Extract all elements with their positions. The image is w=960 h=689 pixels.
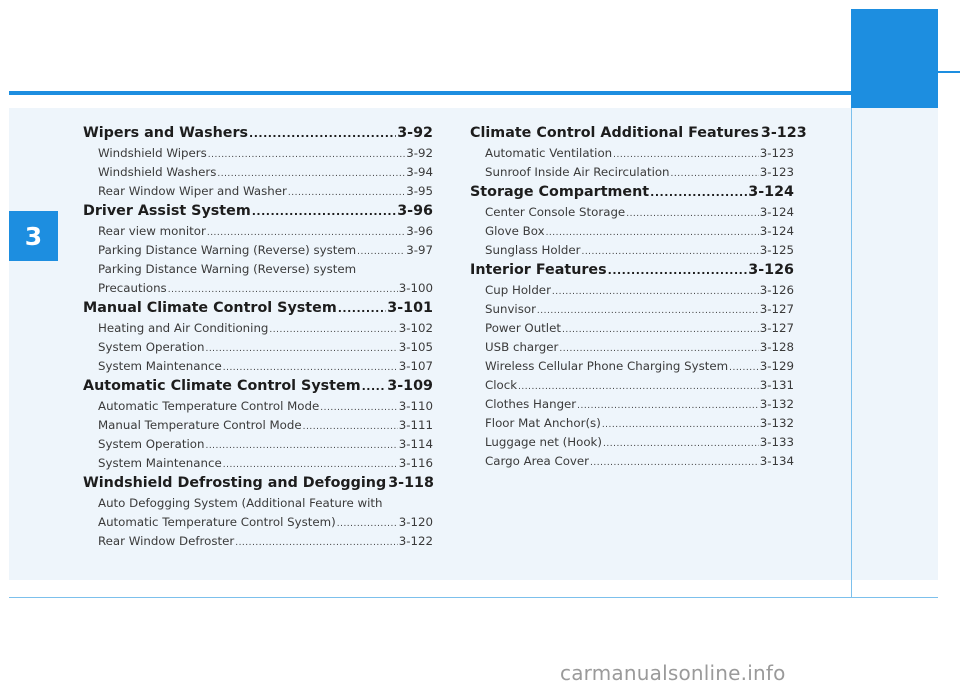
item-page: 3-111 bbox=[398, 418, 433, 432]
toc-item[interactable] bbox=[83, 416, 433, 435]
item-title: System Operation bbox=[98, 340, 205, 354]
toc-section[interactable] bbox=[83, 201, 433, 222]
item-page: 3-129 bbox=[759, 359, 794, 373]
item-title: Rear Window Wiper and Washer bbox=[98, 184, 287, 198]
item-page: 3-132 bbox=[759, 416, 794, 430]
item-title: Floor Mat Anchor(s) bbox=[485, 416, 601, 430]
toc-section[interactable] bbox=[470, 260, 794, 281]
toc-item[interactable] bbox=[470, 203, 794, 222]
item-page: 3-127 bbox=[759, 321, 794, 335]
toc-section[interactable] bbox=[83, 298, 433, 319]
item-title: USB charger bbox=[485, 340, 559, 354]
item-title: Automatic Temperature Control System) bbox=[98, 515, 336, 529]
toc-item[interactable] bbox=[470, 281, 794, 300]
item-page: 3-114 bbox=[398, 437, 433, 451]
item-page: 3-97 bbox=[406, 243, 433, 257]
section-page: 3-126 bbox=[748, 262, 794, 278]
item-title: Luggage net (Hook) bbox=[485, 435, 602, 449]
section-page: 3-96 bbox=[397, 203, 433, 219]
item-page: 3-127 bbox=[759, 302, 794, 316]
corner-tab bbox=[851, 9, 938, 108]
toc-item[interactable] bbox=[83, 319, 433, 338]
toc-section[interactable] bbox=[470, 123, 807, 144]
section-page: 3-109 bbox=[387, 378, 433, 394]
toc-item[interactable] bbox=[470, 395, 794, 414]
item-page: 3-125 bbox=[759, 243, 794, 257]
item-page: 3-124 bbox=[759, 224, 794, 238]
toc-item[interactable] bbox=[470, 433, 794, 452]
item-page: 3-92 bbox=[406, 146, 433, 160]
item-page: 3-94 bbox=[406, 165, 433, 179]
item-title: Parking Distance Warning (Reverse) system bbox=[98, 243, 357, 257]
toc-item[interactable] bbox=[470, 163, 794, 182]
toc-item[interactable] bbox=[470, 414, 794, 433]
section-page: 3-92 bbox=[397, 125, 433, 141]
toc-item[interactable] bbox=[83, 279, 433, 298]
toc-item-wrapped-line[interactable]: Auto Defogging System (Additional Feature with bbox=[98, 496, 383, 510]
item-title: Cargo Area Cover bbox=[485, 454, 590, 468]
toc-item[interactable] bbox=[470, 338, 794, 357]
item-title: System Maintenance bbox=[98, 456, 222, 470]
item-title: Windshield Washers bbox=[98, 165, 217, 179]
item-title: Automatic Ventilation bbox=[485, 146, 613, 160]
item-title: Rear view monitor bbox=[98, 224, 206, 238]
toc-item[interactable] bbox=[83, 357, 433, 376]
item-page: 3-124 bbox=[759, 205, 794, 219]
toc-section[interactable] bbox=[83, 376, 433, 397]
section-title: Storage Compartment bbox=[470, 184, 650, 200]
toc-item[interactable] bbox=[470, 319, 794, 338]
item-title: System Operation bbox=[98, 437, 205, 451]
item-page: 3-132 bbox=[759, 397, 794, 411]
header-rule bbox=[9, 91, 851, 95]
item-title: Sunglass Holder bbox=[485, 243, 581, 257]
item-page: 3-110 bbox=[398, 399, 433, 413]
section-page: 3-101 bbox=[387, 300, 433, 316]
item-page: 3-133 bbox=[759, 435, 794, 449]
toc-item[interactable] bbox=[83, 513, 433, 532]
toc-item[interactable] bbox=[83, 397, 433, 416]
toc-section[interactable] bbox=[83, 123, 433, 144]
item-page: 3-122 bbox=[398, 534, 433, 548]
item-title: Power Outlet bbox=[485, 321, 561, 335]
margin-line bbox=[851, 108, 852, 597]
item-page: 3-123 bbox=[759, 146, 794, 160]
item-title: Glove Box bbox=[485, 224, 545, 238]
item-title: System Maintenance bbox=[98, 359, 222, 373]
toc-item[interactable] bbox=[83, 241, 433, 260]
item-page: 3-134 bbox=[759, 454, 794, 468]
section-page: 3-124 bbox=[748, 184, 794, 200]
toc-item[interactable] bbox=[470, 452, 794, 471]
footer-rule bbox=[9, 597, 938, 598]
section-page: 3-118 bbox=[388, 475, 434, 491]
toc-item[interactable] bbox=[470, 300, 794, 319]
section-title: Wipers and Washers bbox=[83, 125, 249, 141]
toc-item[interactable] bbox=[470, 357, 794, 376]
toc-column-right bbox=[470, 123, 807, 471]
section-page: 3-123 bbox=[760, 125, 807, 141]
item-title: Automatic Temperature Control Mode bbox=[98, 399, 320, 413]
item-page: 3-96 bbox=[406, 224, 433, 238]
toc-item[interactable] bbox=[83, 454, 433, 473]
section-title: Automatic Climate Control System bbox=[83, 378, 361, 394]
item-page: 3-128 bbox=[759, 340, 794, 354]
toc-item[interactable] bbox=[470, 144, 794, 163]
section-title: Driver Assist System bbox=[83, 203, 251, 219]
toc-item[interactable] bbox=[83, 182, 433, 201]
toc-section[interactable] bbox=[470, 182, 794, 203]
toc-item[interactable] bbox=[470, 222, 794, 241]
item-page: 3-120 bbox=[398, 515, 433, 529]
toc-item[interactable] bbox=[83, 338, 433, 357]
toc-item[interactable] bbox=[83, 435, 433, 454]
item-title: Windshield Wipers bbox=[98, 146, 207, 160]
toc-item[interactable] bbox=[470, 376, 794, 395]
toc-item[interactable] bbox=[83, 222, 433, 241]
section-title: Climate Control Additional Features bbox=[470, 125, 759, 141]
section-title: Manual Climate Control System bbox=[83, 300, 337, 316]
item-page: 3-100 bbox=[398, 281, 433, 295]
toc-column-left bbox=[83, 123, 433, 551]
toc-item[interactable] bbox=[83, 532, 433, 551]
toc-item[interactable] bbox=[83, 163, 433, 182]
item-page: 3-105 bbox=[398, 340, 433, 354]
section-title: Interior Features bbox=[470, 262, 607, 278]
item-title: Manual Temperature Control Mode bbox=[98, 418, 302, 432]
item-title: Sunvisor bbox=[485, 302, 536, 316]
item-title: Rear Window Defroster bbox=[98, 534, 235, 548]
toc-section[interactable] bbox=[83, 473, 433, 494]
item-title: Wireless Cellular Phone Charging System bbox=[485, 359, 729, 373]
item-page: 3-102 bbox=[398, 321, 433, 335]
item-title: Sunroof Inside Air Recirculation bbox=[485, 165, 670, 179]
item-page: 3-95 bbox=[406, 184, 433, 198]
item-page: 3-126 bbox=[759, 283, 794, 297]
item-title: Center Console Storage bbox=[485, 205, 626, 219]
toc-item[interactable] bbox=[470, 241, 794, 260]
item-page: 3-123 bbox=[759, 165, 794, 179]
item-title: Heating and Air Conditioning bbox=[98, 321, 269, 335]
toc-item[interactable] bbox=[83, 144, 433, 163]
header-rule-right bbox=[938, 71, 960, 73]
item-title: Precautions bbox=[98, 281, 167, 295]
chapter-badge: 3 bbox=[9, 211, 58, 261]
item-title: Clothes Hanger bbox=[485, 397, 577, 411]
item-page: 3-107 bbox=[398, 359, 433, 373]
toc-item-wrapped-line[interactable]: Parking Distance Warning (Reverse) system bbox=[98, 262, 357, 276]
item-page: 3-116 bbox=[398, 456, 433, 470]
section-title: Windshield Defrosting and Defogging bbox=[83, 475, 387, 491]
item-title: Cup Holder bbox=[485, 283, 551, 297]
watermark: carmanualsonline.info bbox=[560, 661, 786, 685]
item-title: Clock bbox=[485, 378, 518, 392]
item-page: 3-131 bbox=[759, 378, 794, 392]
